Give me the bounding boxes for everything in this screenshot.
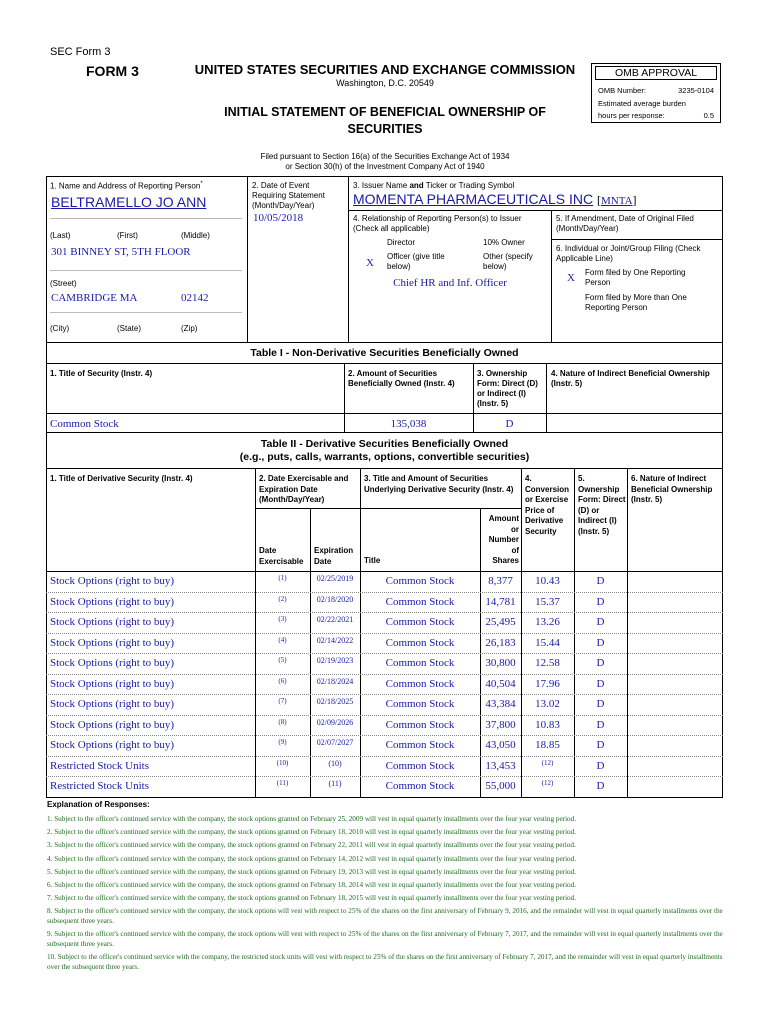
- derivative-title: Stock Options (right to buy): [50, 698, 175, 710]
- zip-value: 02142: [181, 292, 209, 304]
- derivative-title: Stock Options (right to buy): [50, 575, 175, 587]
- other-option-l2: below): [483, 262, 507, 271]
- ticker-close: ]: [632, 193, 637, 207]
- one-person-option: [585, 268, 686, 288]
- table2-title-l1: Table II - Derivative Securities Beneficially Owned: [260, 438, 509, 450]
- date-exercisable: (1): [278, 574, 287, 582]
- derivative-title: Stock Options (right to buy): [50, 718, 175, 731]
- ownership-form: D: [596, 575, 605, 587]
- statement-title: [193, 104, 577, 138]
- underlying-amount: 25,495: [485, 616, 516, 628]
- footnote-3: 3. Subject to the officer's continued service with the company, the stock options granted on February 22, 2011 will vest in equal quarterly installments over the four year vesting period.: [47, 841, 576, 850]
- omb-number-label: OMB Number:: [598, 86, 646, 95]
- box5-label-l1: 5. If Amendment, Date of Original Filed: [556, 214, 694, 223]
- underlying-title: Common Stock: [385, 677, 455, 690]
- ten-percent-option: 10% Owner: [483, 238, 525, 247]
- date-exercisable: (8): [278, 717, 287, 726]
- state-label: (State): [117, 324, 142, 333]
- expiration-date: (11): [328, 779, 342, 788]
- exercise-price: 10.43: [535, 575, 560, 587]
- table2-title-l2: (e.g., puts, calls, warrants, options, convertible securities): [239, 451, 530, 463]
- expiration-l2: Date: [314, 557, 332, 566]
- exercise-price: 10.83: [535, 718, 560, 731]
- issuer-line: [353, 191, 637, 208]
- table1-col3-l3: or Indirect (I): [477, 389, 526, 398]
- table2-col2: [259, 474, 348, 506]
- underlying-title: Common Stock: [385, 616, 455, 628]
- exercise-price: (12): [541, 758, 554, 767]
- box6-label-l2: Applicable Line): [556, 254, 613, 263]
- date-exercisable-l1: Date: [259, 546, 277, 555]
- box6-label: [556, 244, 701, 264]
- filed-line1: Filed pursuant to Section 16(a) of the Securities Exchange Act of 1934: [260, 152, 510, 161]
- more-person-option: [585, 293, 687, 313]
- date-exercisable: (3): [278, 615, 287, 623]
- table1-row-title: Common Stock: [50, 418, 119, 430]
- omb-number-value: 3235-0104: [678, 86, 714, 95]
- date-exercisable: (9): [278, 738, 287, 746]
- expiration-l1: Expiration: [314, 546, 354, 555]
- table2-col6: 6. Nature of Indirect Beneficial Ownership (Instr. 5): [631, 474, 713, 504]
- footnote-7: 7. Subject to the officer's continued service with the company, the stock options granted on February 18, 2015 will vest in equal quarterly installments over the four year vesting period.: [47, 894, 577, 903]
- exercise-price: (12): [541, 779, 554, 787]
- table1-col4-l1: 4. Nature of Indirect Beneficial Ownership: [551, 369, 710, 378]
- street-label: (Street): [50, 279, 77, 288]
- derivative-title: Stock Options (right to buy): [50, 739, 175, 751]
- street-address: 301 BINNEY ST, 5TH FLOOR: [51, 246, 191, 258]
- ownership-form: D: [596, 780, 605, 792]
- date-exercisable: (2): [278, 594, 287, 603]
- table1-col3-l2: Form: Direct (D): [477, 379, 538, 388]
- omb-burden-label: Estimated average burden: [598, 99, 686, 108]
- last-label: (Last): [50, 231, 71, 240]
- exercise-price: 13.02: [535, 698, 560, 710]
- table2-title: [46, 438, 723, 464]
- derivative-title: Stock Options (right to buy): [50, 616, 175, 628]
- expiration-date: 02/09/2026: [316, 717, 354, 727]
- more-person-l1: Form filed by More than One: [585, 293, 687, 302]
- footnote-1: 1. Subject to the officer's continued service with the company, the stock options granted on February 25, 2009 will vest in equal quarterly installments over the four year vesting period.: [47, 815, 577, 823]
- underlying-amount: 40,504: [485, 677, 516, 690]
- ownership-form: D: [596, 677, 605, 690]
- officer-option: [387, 252, 445, 272]
- ownership-form: D: [596, 616, 605, 628]
- table2-col4: 4. Conversion or Exercise Price of Derivative Security: [525, 474, 570, 536]
- ticker-symbol[interactable]: MNTA: [601, 195, 633, 207]
- date-exercisable: (7): [278, 697, 287, 705]
- date-exercisable: (4): [278, 635, 287, 644]
- footnote-2: 2. Subject to the officer's continued service with the company, the stock options granted on February 18, 2010 will vest in equal quarterly installments over the four year vesting period.: [47, 828, 577, 837]
- sec-form-label: SEC Form 3: [50, 46, 111, 58]
- table1-col4-l2: (Instr. 5): [551, 379, 583, 388]
- underlying-amount: 55,000: [485, 780, 516, 792]
- officer-title: Chief HR and Inf. Officer: [393, 277, 507, 289]
- expiration-date: 02/18/2024: [316, 676, 354, 686]
- table1-col2: [348, 369, 455, 389]
- ownership-form: D: [596, 759, 605, 772]
- other-option: [483, 252, 533, 272]
- derivative-title: Restricted Stock Units: [50, 759, 149, 772]
- underlying-title: Common Stock: [385, 759, 455, 772]
- expiration-date: (10): [328, 758, 342, 768]
- box5-label: [556, 214, 694, 234]
- date-exercisable: (6): [278, 676, 287, 685]
- omb-title: OMB APPROVAL: [595, 66, 717, 80]
- officer-option-l1: Officer (give title: [387, 252, 445, 261]
- table1-col3: [477, 369, 538, 409]
- footnote-8: 8. Subject to the officer's continued service with the company, the stock options will vest with respect to 25% of the shares on the first anniversary of February 9, 2016, and the remainder will vest in equal quarterly installments over the subsequent three years.: [47, 907, 723, 926]
- form-title: FORM 3: [86, 63, 139, 79]
- exercise-price: 18.85: [535, 739, 560, 751]
- derivative-title: Stock Options (right to buy): [50, 636, 175, 649]
- more-person-l2: Reporting Person: [585, 303, 648, 312]
- underlying-title: Common Stock: [385, 718, 455, 731]
- table2-col2-l3: (Month/Day/Year): [259, 495, 325, 504]
- title-subheader: Title: [364, 556, 381, 565]
- commission-location: Washington, D.C. 20549: [336, 78, 434, 88]
- reporting-person-name[interactable]: BELTRAMELLO JO ANN: [51, 194, 207, 210]
- ownership-form: D: [596, 698, 605, 710]
- amount-subheader: Amount or Number of Shares: [488, 514, 519, 565]
- city-label: (City): [50, 324, 70, 333]
- derivative-title: Stock Options (right to buy): [50, 657, 175, 669]
- underlying-title: Common Stock: [385, 595, 455, 608]
- expiration-date: 02/18/2025: [316, 697, 354, 706]
- underlying-title: Common Stock: [385, 739, 455, 751]
- underlying-title: Common Stock: [385, 657, 455, 669]
- one-person-l1: Form filed by One Reporting: [585, 268, 686, 277]
- ownership-form: D: [596, 657, 605, 669]
- expiration-date: 02/18/2020: [316, 594, 354, 604]
- table1-col4: [551, 369, 710, 389]
- date-exercisable-header: [259, 545, 303, 567]
- underlying-amount: 13,453: [485, 759, 516, 772]
- underlying-amount: 30,800: [485, 657, 516, 669]
- ownership-form: D: [596, 739, 605, 751]
- box6-label-l1: 6. Individual or Joint/Group Filing (Check: [556, 244, 701, 253]
- expiration-date: 02/19/2023: [316, 656, 354, 665]
- date-exercisable: (10): [276, 758, 289, 767]
- box2-label: [252, 181, 325, 211]
- omb-box: [591, 63, 721, 123]
- table2-col2-l2: Expiration Date: [259, 484, 318, 494]
- exercise-price: 15.44: [535, 636, 560, 649]
- underlying-title: Common Stock: [385, 575, 455, 587]
- other-option-l1: Other (specify: [483, 252, 533, 261]
- underlying-title: Common Stock: [385, 636, 455, 649]
- table2-col3: 3. Title and Amount of Securities Underlying Derivative Security (Instr. 4): [364, 474, 514, 494]
- first-label: (First): [117, 231, 138, 240]
- middle-label: (Middle): [181, 231, 210, 240]
- footnote-6: 6. Subject to the officer's continued service with the company, the stock options granted on February 18, 2014 will vest in equal quarterly installments over the four year vesting period.: [47, 881, 577, 889]
- derivative-title: Restricted Stock Units: [50, 780, 149, 792]
- omb-hours-value: 0.5: [703, 111, 714, 120]
- exercise-price: 13.26: [535, 616, 560, 628]
- table1-col3-l1: 3. Ownership: [477, 369, 528, 378]
- box1-label: [50, 181, 203, 191]
- officer-checkmark: X: [366, 257, 374, 269]
- footnote-5: 5. Subject to the officer's continued service with the company, the stock options granted on February 19, 2013 will vest in equal quarterly installments over the four year vesting period.: [47, 867, 577, 876]
- exercise-price: 15.37: [535, 595, 560, 608]
- filed-line2: or Section 30(h) of the Investment Company Act of 1940: [285, 162, 485, 171]
- box3-label-pre: 3. Issuer Name: [353, 181, 410, 190]
- table1-title: Table I - Non-Derivative Securities Beneficially Owned: [250, 347, 519, 359]
- underlying-amount: 43,384: [485, 698, 516, 710]
- underlying-amount: 43,050: [485, 739, 516, 751]
- box4-label-l1: 4. Relationship of Reporting Person(s) to Issuer: [353, 214, 522, 223]
- ownership-form: D: [596, 718, 605, 731]
- director-option: Director: [387, 238, 416, 247]
- omb-hours-label: hours per response:: [598, 111, 665, 120]
- underlying-amount: 8,377: [488, 575, 513, 587]
- underlying-amount: 26,183: [485, 636, 516, 649]
- table2-col1: 1. Title of Derivative Security (Instr. 4): [50, 474, 193, 483]
- derivative-title: Stock Options (right to buy): [50, 677, 175, 690]
- filed-pursuant: [193, 152, 577, 172]
- table2-col5: 5. Ownership Form: Direct (D) or Indirect (I) (Instr. 5): [578, 474, 626, 536]
- statement-title-line1: INITIAL STATEMENT OF BENEFICIAL OWNERSHIP OF: [224, 105, 546, 119]
- box5-label-l2: (Month/Day/Year): [556, 224, 619, 233]
- box3-label-post: Ticker or Trading Symbol: [423, 181, 515, 190]
- box2-label-l1: 2. Date of Event: [252, 181, 310, 190]
- city-state-value: CAMBRIDGE MA: [51, 292, 138, 304]
- table2-col2-l1: 2. Date Exercisable and: [259, 474, 349, 483]
- box1-asterisk: *: [200, 181, 203, 187]
- ownership-form: D: [596, 595, 605, 608]
- zip-label: (Zip): [181, 324, 198, 333]
- box2-label-l2: Requiring Statement: [252, 191, 325, 200]
- underlying-amount: 14,781: [485, 595, 516, 608]
- table1-col3-l4: (Instr. 5): [477, 399, 509, 408]
- expiration-date: 02/14/2022: [316, 635, 354, 645]
- date-exercisable-l2: Exercisable: [259, 557, 304, 566]
- issuer-name[interactable]: MOMENTA PHARMACEUTICALS INC: [353, 191, 594, 207]
- ticker-open: [: [597, 193, 601, 207]
- table1-col2-l1: 2. Amount of Securities: [348, 369, 438, 378]
- table1-col2-l2: Beneficially Owned (Instr. 4): [348, 379, 455, 388]
- box3-label-and: and: [409, 181, 424, 190]
- box1-label-text: 1. Name and Address of Reporting Person: [50, 181, 201, 191]
- date-exercisable: (11): [276, 779, 289, 787]
- exercise-price: 17.96: [535, 677, 560, 690]
- expiration-header: [314, 545, 353, 567]
- footnote-9: 9. Subject to the officer's continued service with the company, the stock options will vest with respect to 25% of the shares on the first anniversary of February 7, 2017, and the remainder will vest in equal quarterly installments over the subsequent three years.: [47, 930, 723, 949]
- commission-title: UNITED STATES SECURITIES AND EXCHANGE COMMISSION: [194, 62, 576, 77]
- underlying-title: Common Stock: [385, 698, 455, 710]
- box3-label: [353, 181, 514, 190]
- statement-title-line2: SECURITIES: [347, 122, 423, 136]
- expiration-date: 02/07/2027: [316, 738, 354, 747]
- footnote-10: 10. Subject to the officer's continued service with the company, the restricted stock units will vest with respect to 25% of the shares on the first anniversary of February 7, 2017, and the remainder will vest in equal quarterly installments over the subsequent three years.: [47, 953, 723, 972]
- derivative-title: Stock Options (right to buy): [50, 595, 175, 608]
- box4-label: [353, 214, 522, 234]
- expiration-date: 02/25/2019: [316, 574, 354, 583]
- box4-label-l2: (Check all applicable): [353, 224, 430, 233]
- one-person-checkmark: X: [567, 272, 575, 284]
- exercise-price: 12.58: [535, 657, 560, 669]
- officer-option-l2: below): [387, 262, 411, 271]
- footnote-4: 4. Subject to the officer's continued service with the company, the stock options granted on February 14, 2012 will vest in equal quarterly installments over the four year vesting period.: [47, 854, 577, 863]
- table1-row-form: D: [505, 418, 514, 430]
- underlying-amount: 37,800: [485, 718, 516, 731]
- one-person-l2: Person: [585, 278, 611, 287]
- table1-col1: 1. Title of Security (Instr. 4): [50, 369, 153, 378]
- date-exercisable: (5): [278, 656, 287, 664]
- underlying-title: Common Stock: [385, 780, 455, 792]
- expiration-date: 02/22/2021: [316, 615, 354, 624]
- event-date: 10/05/2018: [253, 212, 304, 224]
- explanation-title: Explanation of Responses:: [47, 800, 150, 809]
- table1-row-amount: 135,038: [390, 418, 427, 430]
- ownership-form: D: [596, 636, 605, 649]
- box2-label-l3: (Month/Day/Year): [252, 201, 315, 210]
